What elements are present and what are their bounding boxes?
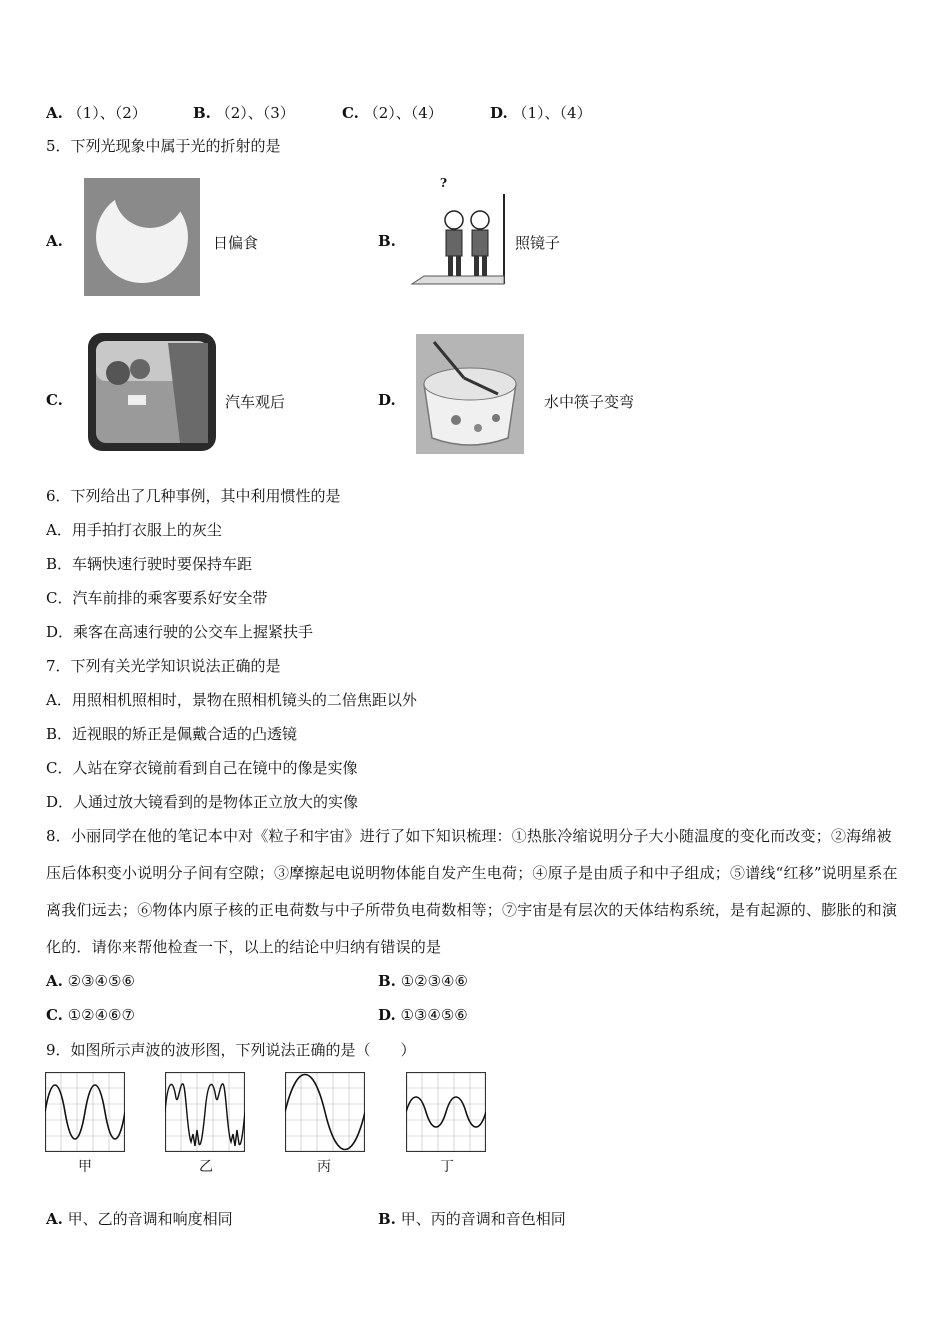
q5-option-a-letter[interactable]: A.	[46, 232, 63, 250]
q7-option-d[interactable]: D．人通过放大镜看到的是物体正立放大的实像	[46, 793, 359, 811]
q8-option-a[interactable]: A. ②③④⑤⑥	[46, 972, 135, 990]
waveform-label-jia: 甲	[78, 1159, 92, 1175]
waveform-ding	[406, 1072, 486, 1152]
q5-option-a-caption: 日偏食	[213, 234, 259, 252]
q4-option-c[interactable]: C. （2）、（4）	[342, 104, 443, 122]
q6-option-d[interactable]: D．乘客在高速行驶的公交车上握紧扶手	[46, 623, 314, 641]
waveform-label-yi: 乙	[199, 1159, 213, 1175]
q5-stem: 5．下列光现象中属于光的折射的是	[46, 137, 281, 155]
q4-options	[46, 102, 147, 123]
q5-option-c-caption: 汽车观后	[225, 393, 286, 411]
q8-option-d[interactable]: D. ①③④⑤⑥	[378, 1006, 468, 1024]
q5-option-b-caption: 照镜子	[515, 234, 561, 252]
q5-option-d-caption: 水中筷子变弯	[544, 393, 635, 411]
q6-option-c[interactable]: C．汽车前排的乘客要系好安全带	[46, 589, 268, 607]
q7-option-a[interactable]: A．用照相机照相时，景物在照相机镜头的二倍焦距以外	[46, 691, 417, 709]
q9-stem: 9．如图所示声波的波形图，下列说法正确的是（ ）	[46, 1041, 416, 1059]
waveform-label-ding: 丁	[440, 1159, 454, 1175]
q9-option-a[interactable]: A. 甲、乙的音调和响度相同	[46, 1210, 233, 1228]
chopsticks-in-water-image	[416, 334, 524, 454]
q7-option-c[interactable]: C．人站在穿衣镜前看到自己在镜中的像是实像	[46, 759, 358, 777]
q4-option-a[interactable]: A. （1）、（2）	[46, 104, 147, 122]
q6-option-a[interactable]: A．用手拍打衣服上的灰尘	[46, 521, 222, 539]
q8-option-c[interactable]: C. ①②④⑥⑦	[46, 1006, 135, 1024]
q5-option-b-letter[interactable]: B.	[378, 232, 396, 250]
q9-option-b[interactable]: B. 甲、丙的音调和音色相同	[378, 1210, 566, 1228]
mirror-image	[406, 176, 512, 288]
q6-option-b[interactable]: B．车辆快速行驶时要保持车距	[46, 555, 253, 573]
solar-eclipse-image	[84, 178, 200, 296]
waveform-bing	[285, 1072, 365, 1152]
waveform-jia	[45, 1072, 125, 1152]
waveform-yi	[165, 1072, 245, 1152]
car-mirror-image	[88, 333, 216, 451]
q8-stem: 8．小丽同学在他的笔记本中对《粒子和宇宙》进行了如下知识梳理：①热胀冷缩说明分子大小随温度的变化而改变；②海绵被压后体积变小说明分子间有空隙；③摩擦起电说明物体能自发产生电荷；④原子是由质子和中子组成；⑤谱线“红移”说明星系在离我们远去；⑥物体内原子核的正电荷数与中子所带负电荷数相等；⑦宇宙是有层次的天体结构系统，是有起源的、膨胀的和演化的．请你来帮他检查一下，以上的结论中归纳有错误的是	[46, 827, 898, 956]
q7-stem: 7．下列有关光学知识说法正确的是	[46, 657, 281, 675]
q4-option-d[interactable]: D. （1）、（4）	[490, 104, 592, 122]
q4-option-b[interactable]: B. （2）、（3）	[193, 104, 295, 122]
q5-option-d-letter[interactable]: D.	[378, 391, 396, 409]
q5-mirror-question-mark: ?	[440, 176, 448, 190]
waveform-label-bing: 丙	[317, 1159, 331, 1175]
q6-stem: 6．下列给出了几种事例，其中利用惯性的是	[46, 487, 341, 505]
q7-option-b[interactable]: B．近视眼的矫正是佩戴合适的凸透镜	[46, 725, 298, 743]
q5-option-c-letter[interactable]: C.	[46, 391, 63, 409]
q8-option-b[interactable]: B. ①②③④⑥	[378, 972, 468, 990]
